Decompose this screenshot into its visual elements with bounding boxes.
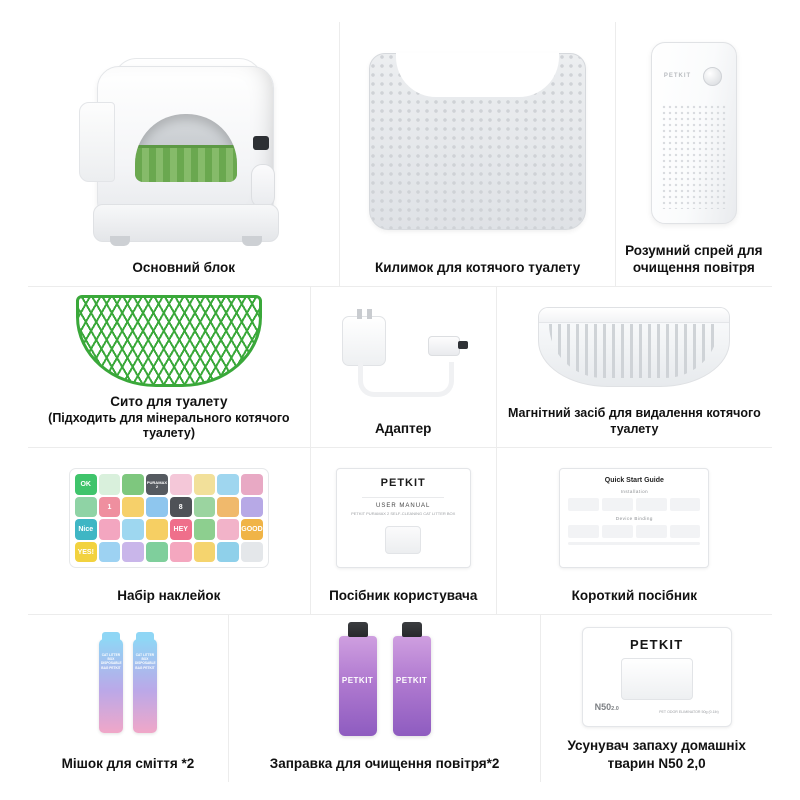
- item-caption: Мішок для сміття *2: [61, 755, 195, 771]
- sticker-item: [217, 519, 239, 540]
- sticker-item: [217, 474, 239, 495]
- product-fine-print: PET ODOR ELIMINATOR 50g (0.1lb): [659, 710, 719, 715]
- item-trash-bags: [28, 615, 229, 782]
- item-user-manual: [311, 448, 497, 613]
- magnetic-litter-remover-icon: [503, 295, 766, 399]
- contents-row: [28, 448, 772, 614]
- sticker-item: [122, 497, 144, 518]
- sticker-item: [241, 497, 263, 518]
- sticker-item: [170, 474, 192, 495]
- sticker-item: [194, 474, 216, 495]
- quick-start-guide-icon: [503, 456, 766, 580]
- sticker-item: 1: [99, 497, 121, 518]
- brand-label: PETKIT: [629, 637, 684, 653]
- sticker-item: [75, 497, 97, 518]
- sticker-sheet-icon: [34, 456, 304, 580]
- bag-label: CAT LITTER BOX DISPOSABLE BAG PETKIT: [100, 652, 122, 670]
- brand-label: PETKIT: [395, 675, 428, 685]
- manual-subtitle: PETKIT PURAMAX 2 SELF-CLEANING CAT LITTER BOX: [351, 511, 456, 517]
- sticker-item: [99, 474, 121, 495]
- sticker-item: [99, 519, 121, 540]
- item-caption: Набір наклейок: [117, 587, 221, 603]
- litter-mat-icon: [346, 30, 608, 253]
- contents-row: [28, 22, 772, 287]
- sticker-item: [99, 542, 121, 563]
- item-litter-mat: [340, 22, 615, 286]
- item-caption: Сито для туалету: [110, 394, 228, 410]
- item-caption: Усунувач запаху домашніх тварин N50 2,0: [567, 738, 746, 771]
- item-caption: Килимок для котячого туалету: [374, 260, 581, 276]
- contents-row: [28, 287, 772, 448]
- sticker-item: [194, 519, 216, 540]
- bag-label: CAT LITTER BOX DISPOSABLE BAG PETKIT: [134, 652, 156, 670]
- item-odor-eliminator: [541, 615, 772, 782]
- air-freshener-refill-icon: [235, 623, 534, 749]
- sticker-item: [122, 542, 144, 563]
- item-caption: Короткий посібник: [571, 587, 698, 603]
- item-air-spray: [616, 22, 772, 286]
- brand-label: PETKIT: [341, 675, 374, 685]
- sticker-item: Nice: [75, 519, 97, 540]
- sticker-item: [170, 542, 192, 563]
- item-air-refill: [229, 615, 541, 782]
- litter-sieve-icon: [34, 295, 304, 387]
- sticker-item: PURAMAX 2: [146, 474, 168, 495]
- sticker-item: [194, 542, 216, 563]
- item-quick-guide: [497, 448, 772, 613]
- user-manual-icon: [317, 456, 490, 580]
- contents-row: [28, 615, 772, 782]
- sticker-item: [146, 519, 168, 540]
- item-caption: Адаптер: [375, 421, 432, 437]
- sticker-item: [194, 497, 216, 518]
- product-code: $N50^{2.0}$: [594, 702, 619, 713]
- item-main-unit: [28, 22, 340, 286]
- item-caption: Заправка для очищення повітря*2: [269, 755, 500, 771]
- guide-title: Quick Start Guide: [604, 477, 664, 485]
- sticker-item: [146, 542, 168, 563]
- item-caption: Магнітний засіб для видалення котячого туалету: [507, 406, 761, 437]
- sticker-item: HEY: [170, 519, 192, 540]
- trash-bag-icon: [34, 623, 222, 749]
- sticker-item: [217, 497, 239, 518]
- item-sticker-set: [28, 448, 311, 613]
- sticker-item: 8: [170, 497, 192, 518]
- manual-title: USER MANUAL: [376, 503, 431, 510]
- item-caption: Основний блок: [132, 260, 236, 276]
- item-caption: Посібник користувача: [329, 587, 478, 603]
- sticker-item: GOOD: [241, 519, 263, 540]
- sticker-item: [241, 474, 263, 495]
- guide-section-installation: Installation: [620, 489, 649, 495]
- item-litter-sieve: [28, 287, 311, 447]
- sticker-item: YES!: [75, 542, 97, 563]
- air-purifier-spray-icon: [622, 30, 766, 236]
- sticker-item: [122, 474, 144, 495]
- sticker-item: [241, 542, 263, 563]
- item-adapter: [311, 287, 497, 447]
- brand-label: PETKIT: [663, 72, 692, 79]
- item-subcaption: (Підходить для мінерального котячого туалету): [48, 410, 290, 441]
- brand-label: PETKIT: [380, 477, 426, 490]
- sticker-item: OK: [75, 474, 97, 495]
- litter-box-icon: [34, 30, 333, 253]
- sticker-item: [122, 519, 144, 540]
- item-magnetic-remover: [497, 287, 772, 447]
- power-adapter-icon: [317, 295, 490, 414]
- sticker-item: [217, 542, 239, 563]
- sticker-item: [146, 497, 168, 518]
- item-caption: Розумний спрей для очищення повітря: [625, 242, 763, 276]
- guide-section-binding: Device Binding: [615, 516, 653, 522]
- odor-eliminator-icon: [547, 623, 766, 732]
